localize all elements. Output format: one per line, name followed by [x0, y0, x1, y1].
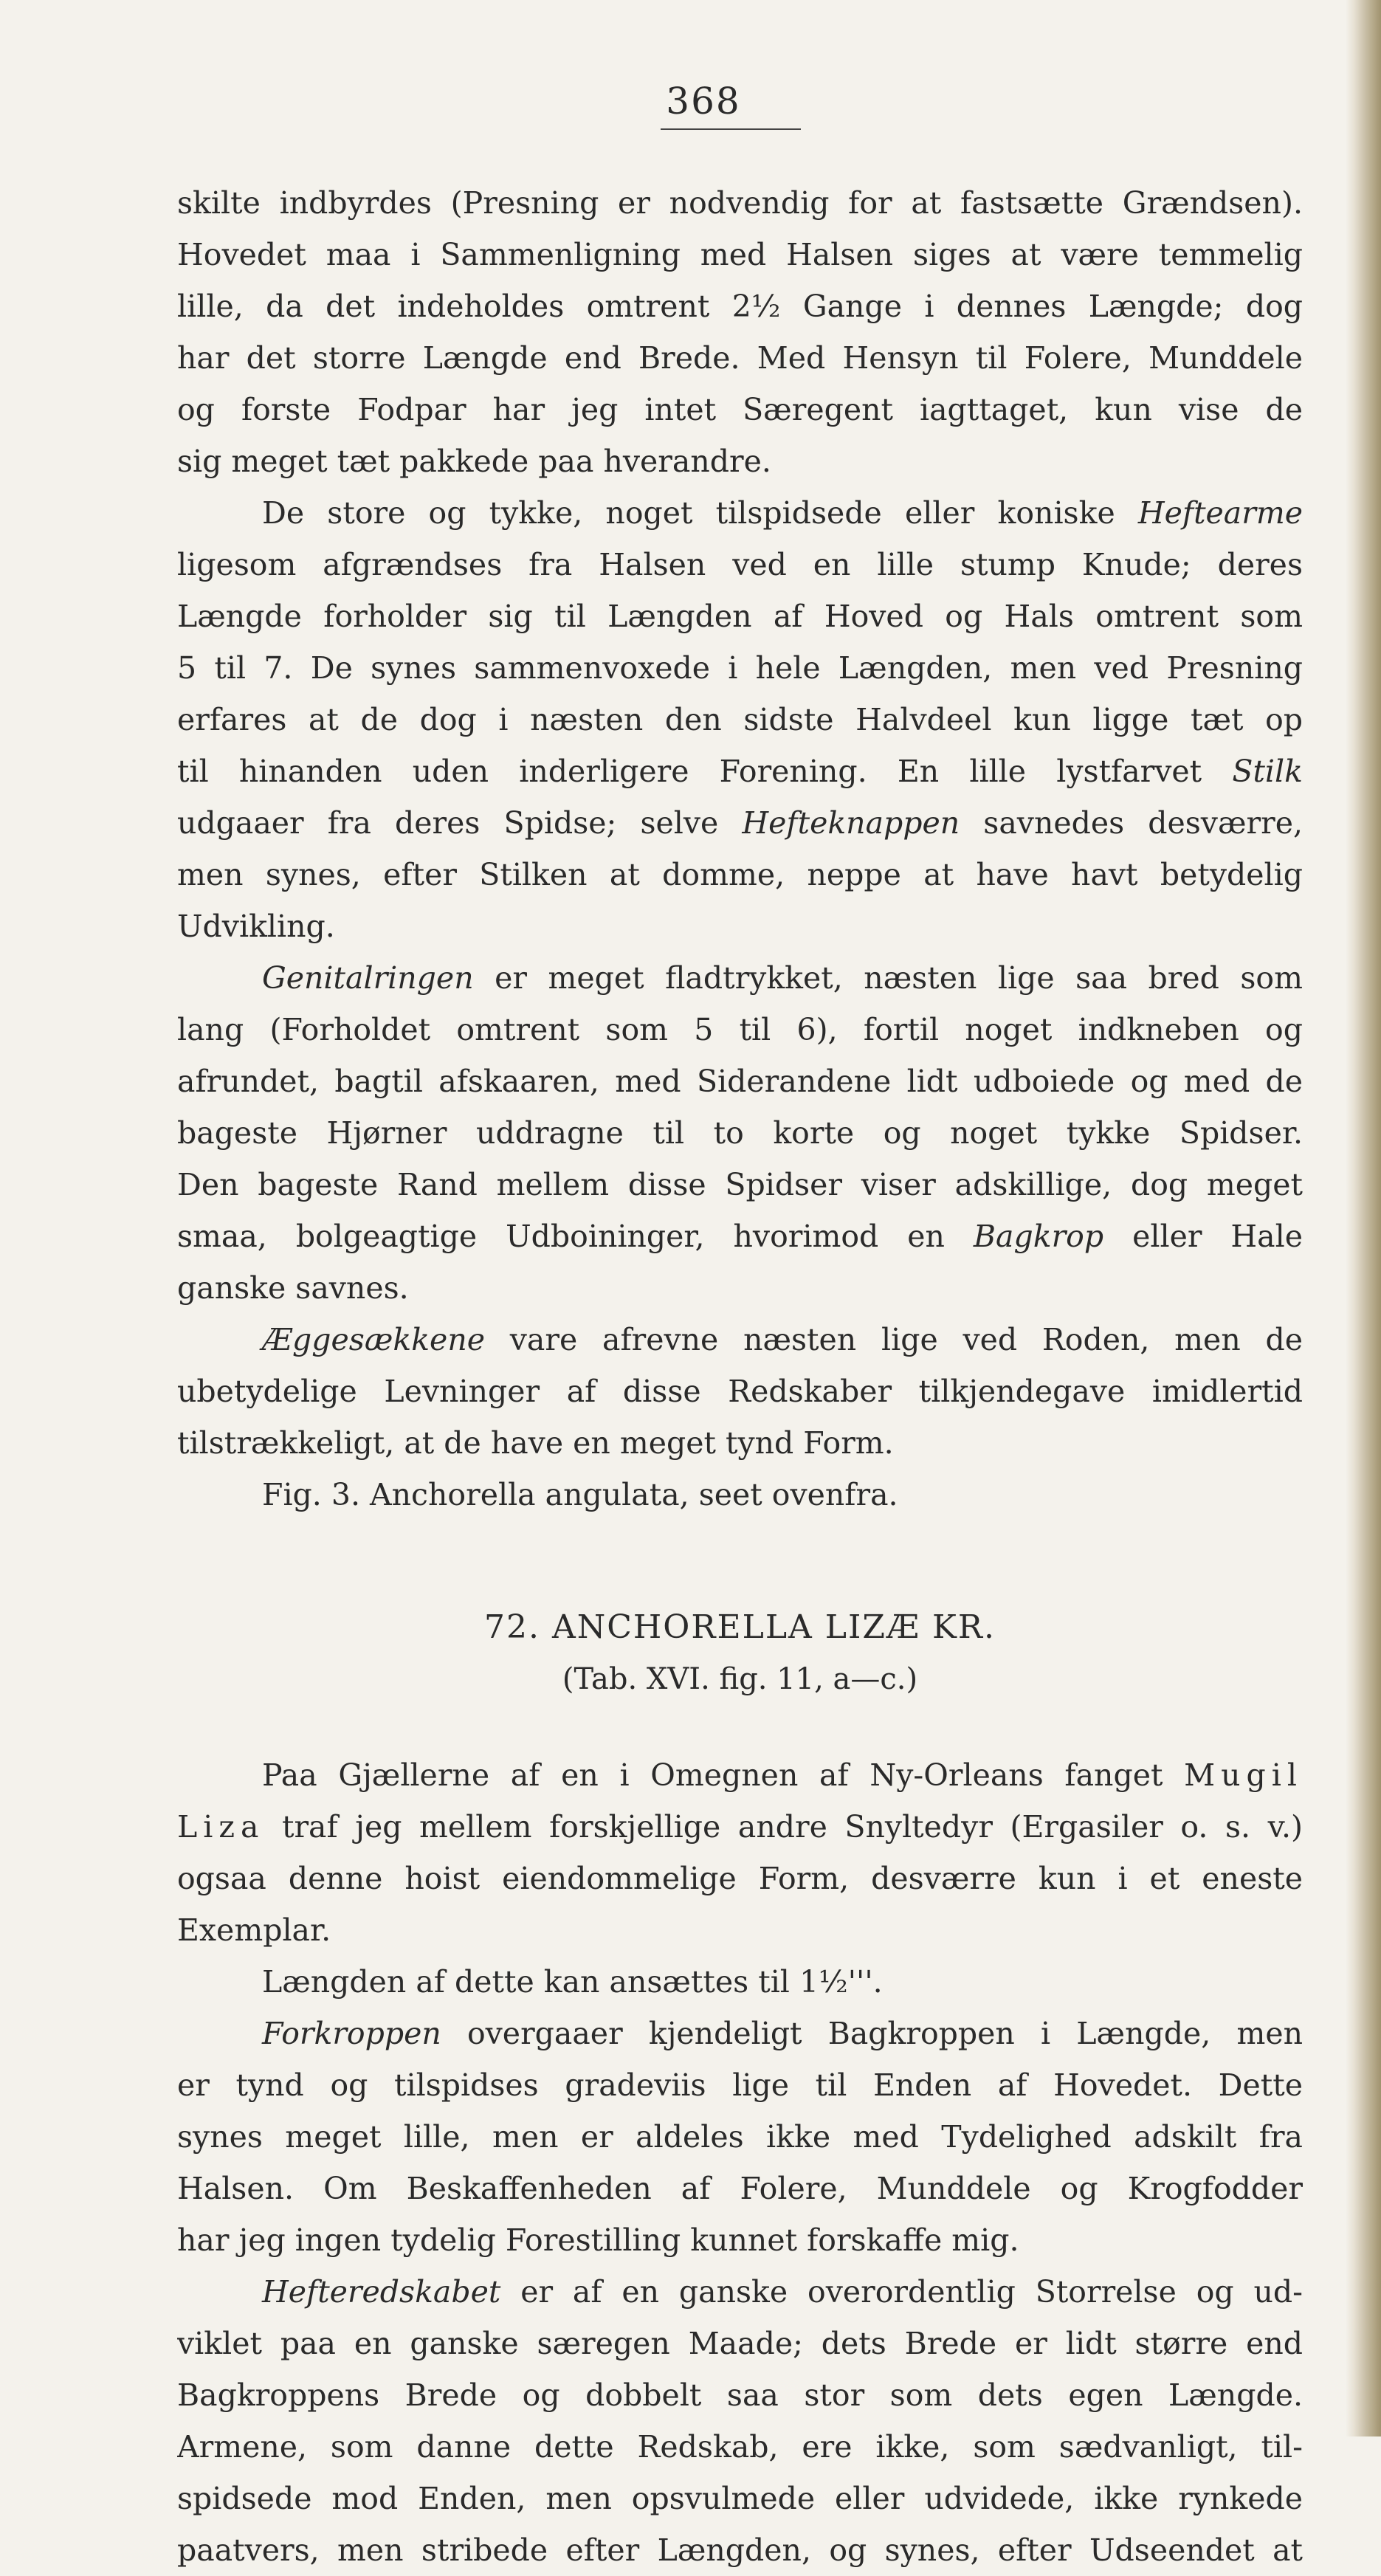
text-line: ligesom afgrændses fra Halsen ved en lille stump Knude; deres	[177, 547, 1303, 582]
text-line: har jeg ingen tydelig Forestilling kunnet forskaffe mig.	[177, 2222, 1019, 2258]
heading-gap	[177, 1705, 1303, 1749]
italic-term: Bagkrop	[973, 1219, 1104, 1254]
text-line: Udvikling.	[177, 909, 335, 944]
text-line: viklet paa en ganske særegen Maade; dets Brede er lidt større end	[177, 2326, 1303, 2361]
section-heading: 72. ANCHORELLA LIZÆ KR.	[484, 1608, 996, 1646]
text-line: Bagkroppens Brede og dobbelt saa stor som dets egen Længde.	[177, 2377, 1303, 2413]
text-line: skilte indbyrdes (Presning er nodvendig for at fastsætte Grændsen).	[177, 185, 1303, 221]
text-line	[177, 797, 1303, 849]
plate-reference: (Tab. XVI. fig. 11, a—c.)	[562, 1662, 918, 1696]
text-line	[177, 2008, 1303, 2059]
text-line	[177, 487, 1303, 539]
text-run: smaa, bolgeagtige Udboininger, hvorimod en	[177, 1219, 974, 1254]
paragraph-3	[177, 952, 1303, 1314]
paragraph-5	[177, 1749, 1303, 1956]
paragraph-1	[177, 177, 1303, 487]
page-number: 368	[666, 80, 741, 123]
text-line: Exemplar.	[177, 1912, 331, 1948]
paragraph-7	[177, 2008, 1303, 2266]
spaced-term: Mugil	[1184, 1757, 1303, 1793]
text-line: lille, da det indeholdes omtrent 2½ Gange i dennes Længde; dog	[177, 289, 1303, 324]
text-run: overgaaer kjendeligt Bagkroppen i Længde, men	[441, 2016, 1303, 2051]
text-line: Halsen. Om Beskaffenheden af Folere, Munddele og Krogfodder	[177, 2171, 1303, 2206]
paragraph-6: Længden af dette kan ansættes til 1½'''.	[262, 1964, 883, 2000]
text-line: Længde forholder sig til Længden af Hoved og Hals omtrent som	[177, 599, 1303, 634]
text-line: og forste Fodpar har jeg intet Særegent iagttaget, kun vise de	[177, 392, 1303, 427]
italic-term: Æggesækkene	[262, 1322, 485, 1357]
text-line: Armene, som danne dette Redskab, ere ikke, som sædvanligt, til-	[177, 2429, 1303, 2465]
italic-term: Forkroppen	[262, 2016, 441, 2051]
text-line: paatvers, men stribede efter Længden, og synes, efter Udseendet at	[177, 2532, 1303, 2568]
italic-term: Hefteredskabet	[262, 2274, 501, 2310]
section-gap	[177, 1521, 1303, 1602]
page-edge-shadow	[1346, 0, 1381, 2436]
spaced-term: Liza	[177, 1809, 265, 1845]
text-line: tilstrækkeligt, at de have en meget tynd Form.	[177, 1425, 894, 1461]
text-line: ubetydelige Levninger af disse Redskaber tilkjendegave imidlertid	[177, 1374, 1303, 1409]
italic-term: Genitalringen	[262, 960, 474, 996]
text-line	[177, 952, 1303, 1004]
text-line: sig meget tæt pakkede paa hverandre.	[177, 444, 771, 479]
text-line: 5 til 7. De synes sammenvoxede i hele Længden, men ved Presning	[177, 650, 1303, 686]
figure-caption: Fig. 3. Anchorella angulata, seet ovenfra.	[262, 1477, 898, 1512]
text-line	[177, 1749, 1303, 1801]
paragraph-2	[177, 487, 1303, 952]
text-run: De store og tykke, noget tilspidsede eller koniske	[262, 495, 1138, 531]
paragraph-4	[177, 1314, 1303, 1469]
text-line: Den bageste Rand mellem disse Spidser viser adskillige, dog meget	[177, 1167, 1303, 1202]
text-line: ogsaa denne hoist eiendommelige Form, desværre kun i et eneste	[177, 1861, 1303, 1896]
text-line: er tynd og tilspidses gradeviis lige til Enden af Hovedet. Dette	[177, 2067, 1303, 2103]
text-line: afrundet, bagtil afskaaren, med Siderandene lidt udboiede og med de	[177, 1064, 1303, 1099]
italic-term: Hefteknappen	[742, 805, 960, 841]
text-line: synes meget lille, men er aldeles ikke med Tydelighed adskilt fra	[177, 2119, 1303, 2155]
text-line	[177, 1801, 1303, 1853]
text-line: lang (Forholdet omtrent som 5 til 6), fortil noget indkneben og	[177, 1012, 1303, 1047]
text-line: men synes, efter Stilken at domme, neppe at have havt betydelig	[177, 857, 1303, 892]
text-line	[177, 2266, 1303, 2318]
text-line: erfares at de dog i næsten den sidste Halvdeel kun ligge tæt op	[177, 702, 1303, 737]
text-line: ganske savnes.	[177, 1270, 409, 1306]
page-body	[177, 177, 1303, 2576]
text-run: er af en ganske overordentlig Storrelse og ud-	[500, 2274, 1303, 2310]
text-run: eller Hale	[1103, 1219, 1303, 1254]
text-line: spidsede mod Enden, men opsvulmede eller udvidede, ikke rynkede	[177, 2481, 1303, 2516]
text-run: udgaaer fra deres Spidse; selve	[177, 805, 743, 841]
text-line: Hovedet maa i Sammenligning med Halsen siges at være temmelig	[177, 237, 1303, 272]
text-line	[177, 745, 1303, 797]
text-run: traf jeg mellem forskjellige andre Snyltedyr (Ergasiler o. s. v.)	[264, 1809, 1303, 1845]
text-line	[177, 1314, 1303, 1366]
italic-term: Stilk	[1232, 754, 1303, 789]
text-run: til hinanden uden inderligere Forening. En lille lystfarvet	[177, 754, 1233, 789]
text-run: er meget fladtrykket, næsten lige saa bred som	[473, 960, 1303, 996]
text-run: vare afrevne næsten lige ved Roden, men de	[485, 1322, 1303, 1357]
text-run: Paa Gjællerne af en i Omegnen af Ny-Orleans fanget	[262, 1757, 1185, 1793]
italic-term: Heftearme	[1137, 495, 1303, 531]
text-line: bageste Hjørner uddragne til to korte og noget tykke Spidser.	[177, 1115, 1303, 1151]
text-line	[177, 1210, 1303, 1262]
text-line: har det storre Længde end Brede. Med Hensyn til Folere, Munddele	[177, 340, 1303, 376]
page-number-rule	[661, 128, 801, 130]
paragraph-8	[177, 2266, 1303, 2576]
text-run: savnedes desværre,	[960, 805, 1303, 841]
